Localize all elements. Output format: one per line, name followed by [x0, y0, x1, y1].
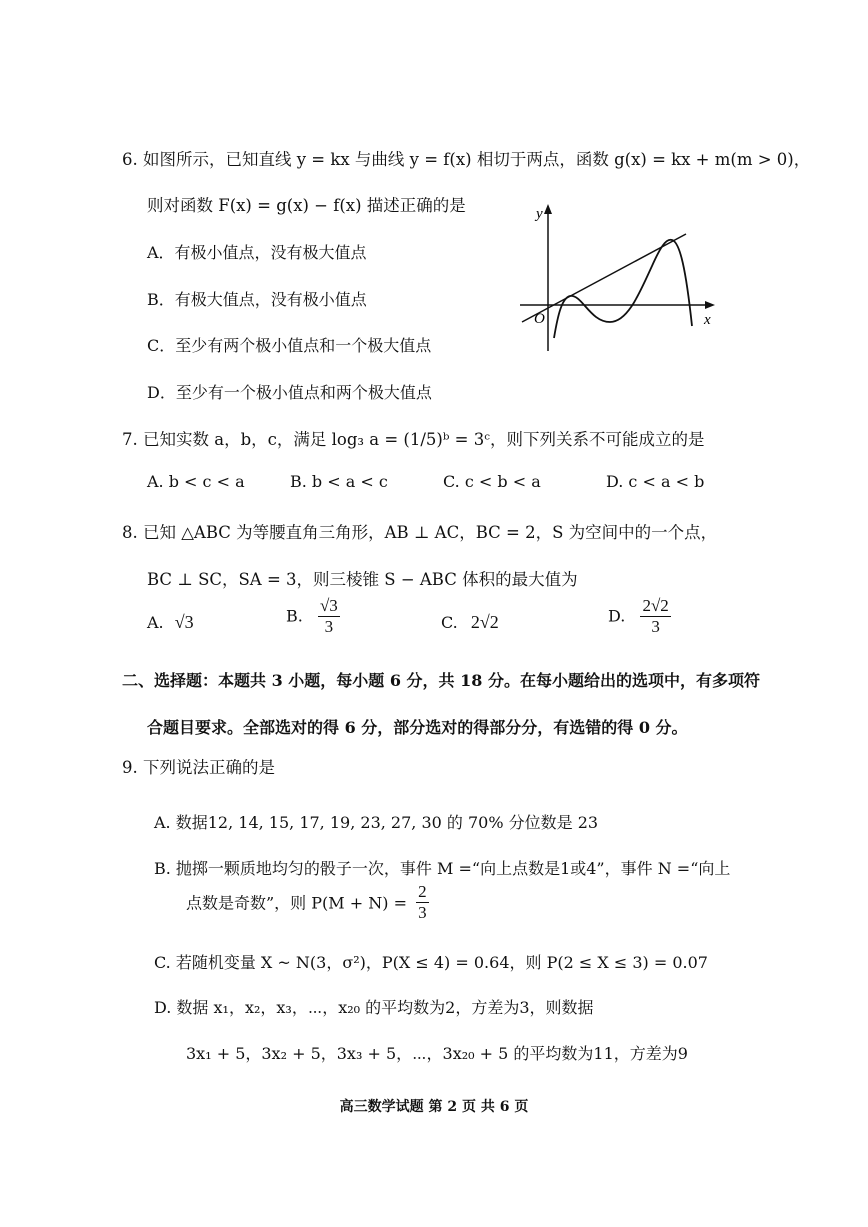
q9-stem: 9. 下列说法正确的是 [122, 758, 275, 777]
q9-option-b-text: 点数是奇数”，则 P(M + N) = [186, 893, 407, 913]
q8-option-b [286, 596, 340, 636]
q9-option-b-fraction [416, 882, 429, 922]
q8-option-a-letter: A. [147, 613, 164, 632]
q6-stem: 6. 如图所示，已知直线 y = kx 与曲线 y = f(x) 相切于两点，函数 g(x) = kx + m(m > 0)， [122, 150, 811, 169]
q8-option-c [441, 612, 499, 633]
curve-f [554, 240, 692, 338]
q9-option-b-line2 [186, 882, 429, 922]
origin-label: O [534, 311, 545, 327]
q8-option-d-num: 2√2 [642, 596, 669, 615]
q6-option-b: B．有极大值点，没有极小值点 [147, 290, 367, 309]
section2-line2: 合题目要求。全部选对的得 6 分，部分选对的得部分分，有选错的得 0 分。 [147, 718, 688, 737]
x-axis-arrow [705, 301, 715, 309]
q8-option-a-value: √3 [174, 612, 194, 632]
q6-option-a: A．有极小值点，没有极大值点 [147, 243, 367, 262]
page-footer: 高三数学试题 第 2 页 共 6 页 [339, 1099, 529, 1115]
q8-option-b-den: 3 [324, 616, 334, 636]
q8-option-b-num: √3 [319, 596, 338, 615]
q8-option-d [608, 596, 671, 636]
section2-line1: 二、选择题：本题共 3 小题，每小题 6 分，共 18 分。在每小题给出的选项中，有多项符 [122, 671, 760, 690]
q6-figure [510, 196, 725, 361]
q9-option-d-line1: D. 数据 x₁，x₂，x₃，⋯，x₂₀ 的平均数为2，方差为3，则数据 [154, 998, 594, 1017]
q8-stem: 8. 已知 △ABC 为等腰直角三角形，AB ⊥ AC，BC = 2，S 为空间中的一个点， [122, 523, 718, 542]
q8-option-d-den: 3 [651, 616, 660, 636]
q9-option-b-den: 3 [418, 902, 427, 922]
x-axis-label: x [704, 312, 711, 328]
q8-option-d-fraction [640, 596, 670, 636]
q9-option-c: C. 若随机变量 X ~ N(3，σ²)，P(X ≤ 4) = 0.64，则 P(2 ≤ X ≤ 3) = 0.07 [154, 953, 708, 972]
q8-option-d-letter: D. [608, 606, 626, 626]
q7-option-c: C. c < b < a [443, 472, 541, 491]
q9-option-a: A. 数据12, 14, 15, 17, 19, 23, 27, 30 的 70% 分位数是 23 [154, 813, 599, 832]
q7-option-a: A. b < c < a [147, 472, 245, 491]
q8-option-a [147, 612, 194, 633]
q8-sub: BC ⊥ SC，SA = 3，则三棱锥 S − ABC 体积的最大值为 [147, 570, 578, 589]
q9-option-b-num: 2 [418, 882, 427, 901]
q6-option-c: C．至少有两个极小值点和一个极大值点 [147, 336, 432, 355]
q9-option-b-line1: B. 抛掷一颗质地均匀的骰子一次，事件 M =“向上点数是1或4”，事件 N =“向上 [154, 859, 731, 878]
q7-stem: 7. 已知实数 a，b，c，满足 log₃ a = (1/5)ᵇ = 3ᶜ，则下列关系不可能成立的是 [122, 430, 705, 449]
q8-option-b-letter: B. [286, 606, 303, 626]
q9-option-d-line2: 3x₁ + 5，3x₂ + 5，3x₃ + 5，⋯，3x₂₀ + 5 的平均数为11，方差为9 [186, 1044, 688, 1063]
q8-option-c-value: 2√2 [470, 612, 499, 632]
q7-option-b: B. b < a < c [290, 472, 388, 491]
q8-option-c-letter: C. [441, 613, 458, 632]
q7-option-d: D. c < a < b [606, 472, 705, 491]
y-axis-arrow [544, 204, 552, 214]
q6-option-d: D．至少有一个极小值点和两个极大值点 [147, 383, 432, 402]
q8-option-b-fraction [318, 596, 340, 636]
q6-sub: 则对函数 F(x) = g(x) − f(x) 描述正确的是 [147, 196, 466, 215]
y-axis-label: y [536, 206, 543, 222]
